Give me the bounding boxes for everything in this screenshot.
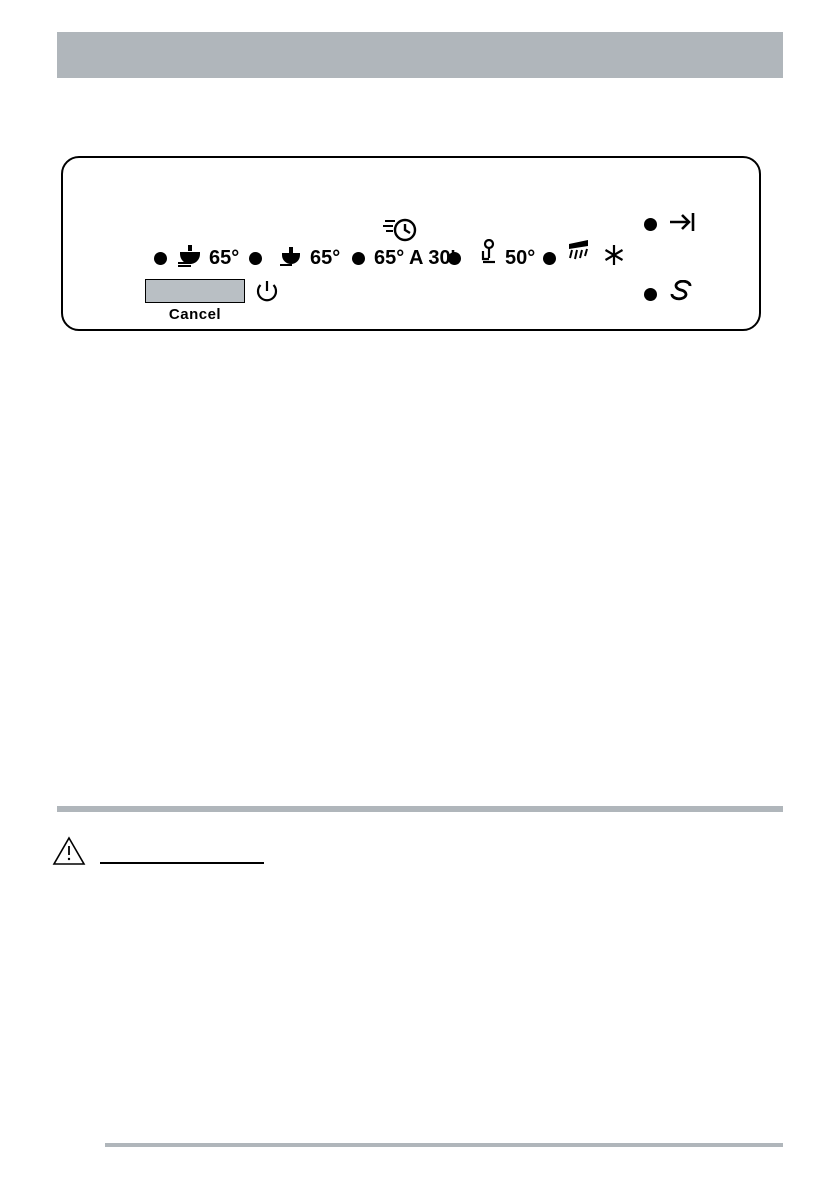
cancel-button[interactable] bbox=[145, 279, 245, 303]
header-band bbox=[57, 32, 783, 78]
program-label-normal: 65° bbox=[310, 247, 341, 269]
program-label-glass: 50° bbox=[505, 247, 536, 269]
normal-dish-icon bbox=[278, 246, 304, 268]
indicator-dot-rinse bbox=[543, 252, 556, 265]
warning-heading-underline bbox=[100, 862, 264, 864]
indicator-dot-end bbox=[644, 218, 657, 231]
rinse-spray-icon bbox=[566, 238, 600, 266]
warning-triangle-icon bbox=[52, 836, 86, 866]
salt-icon bbox=[668, 280, 698, 304]
glass-icon bbox=[477, 239, 501, 267]
cancel-button-label: Cancel bbox=[168, 306, 222, 323]
end-arrow-icon bbox=[668, 210, 698, 234]
program-label-auto: 65° A 30' bbox=[374, 247, 456, 269]
auto-timer-icon bbox=[383, 215, 421, 243]
snowflake-icon bbox=[603, 244, 625, 266]
program-label-intensive: 65° bbox=[209, 247, 240, 269]
footer-divider bbox=[105, 1143, 783, 1147]
indicator-dot-auto bbox=[352, 252, 365, 265]
intensive-dish-icon bbox=[176, 243, 204, 269]
control-panel-diagram bbox=[61, 156, 761, 331]
indicator-dot-intensive bbox=[154, 252, 167, 265]
section-divider-top bbox=[57, 806, 783, 812]
indicator-dot-normal bbox=[249, 252, 262, 265]
indicator-dot-salt bbox=[644, 288, 657, 301]
power-icon[interactable] bbox=[256, 280, 278, 302]
